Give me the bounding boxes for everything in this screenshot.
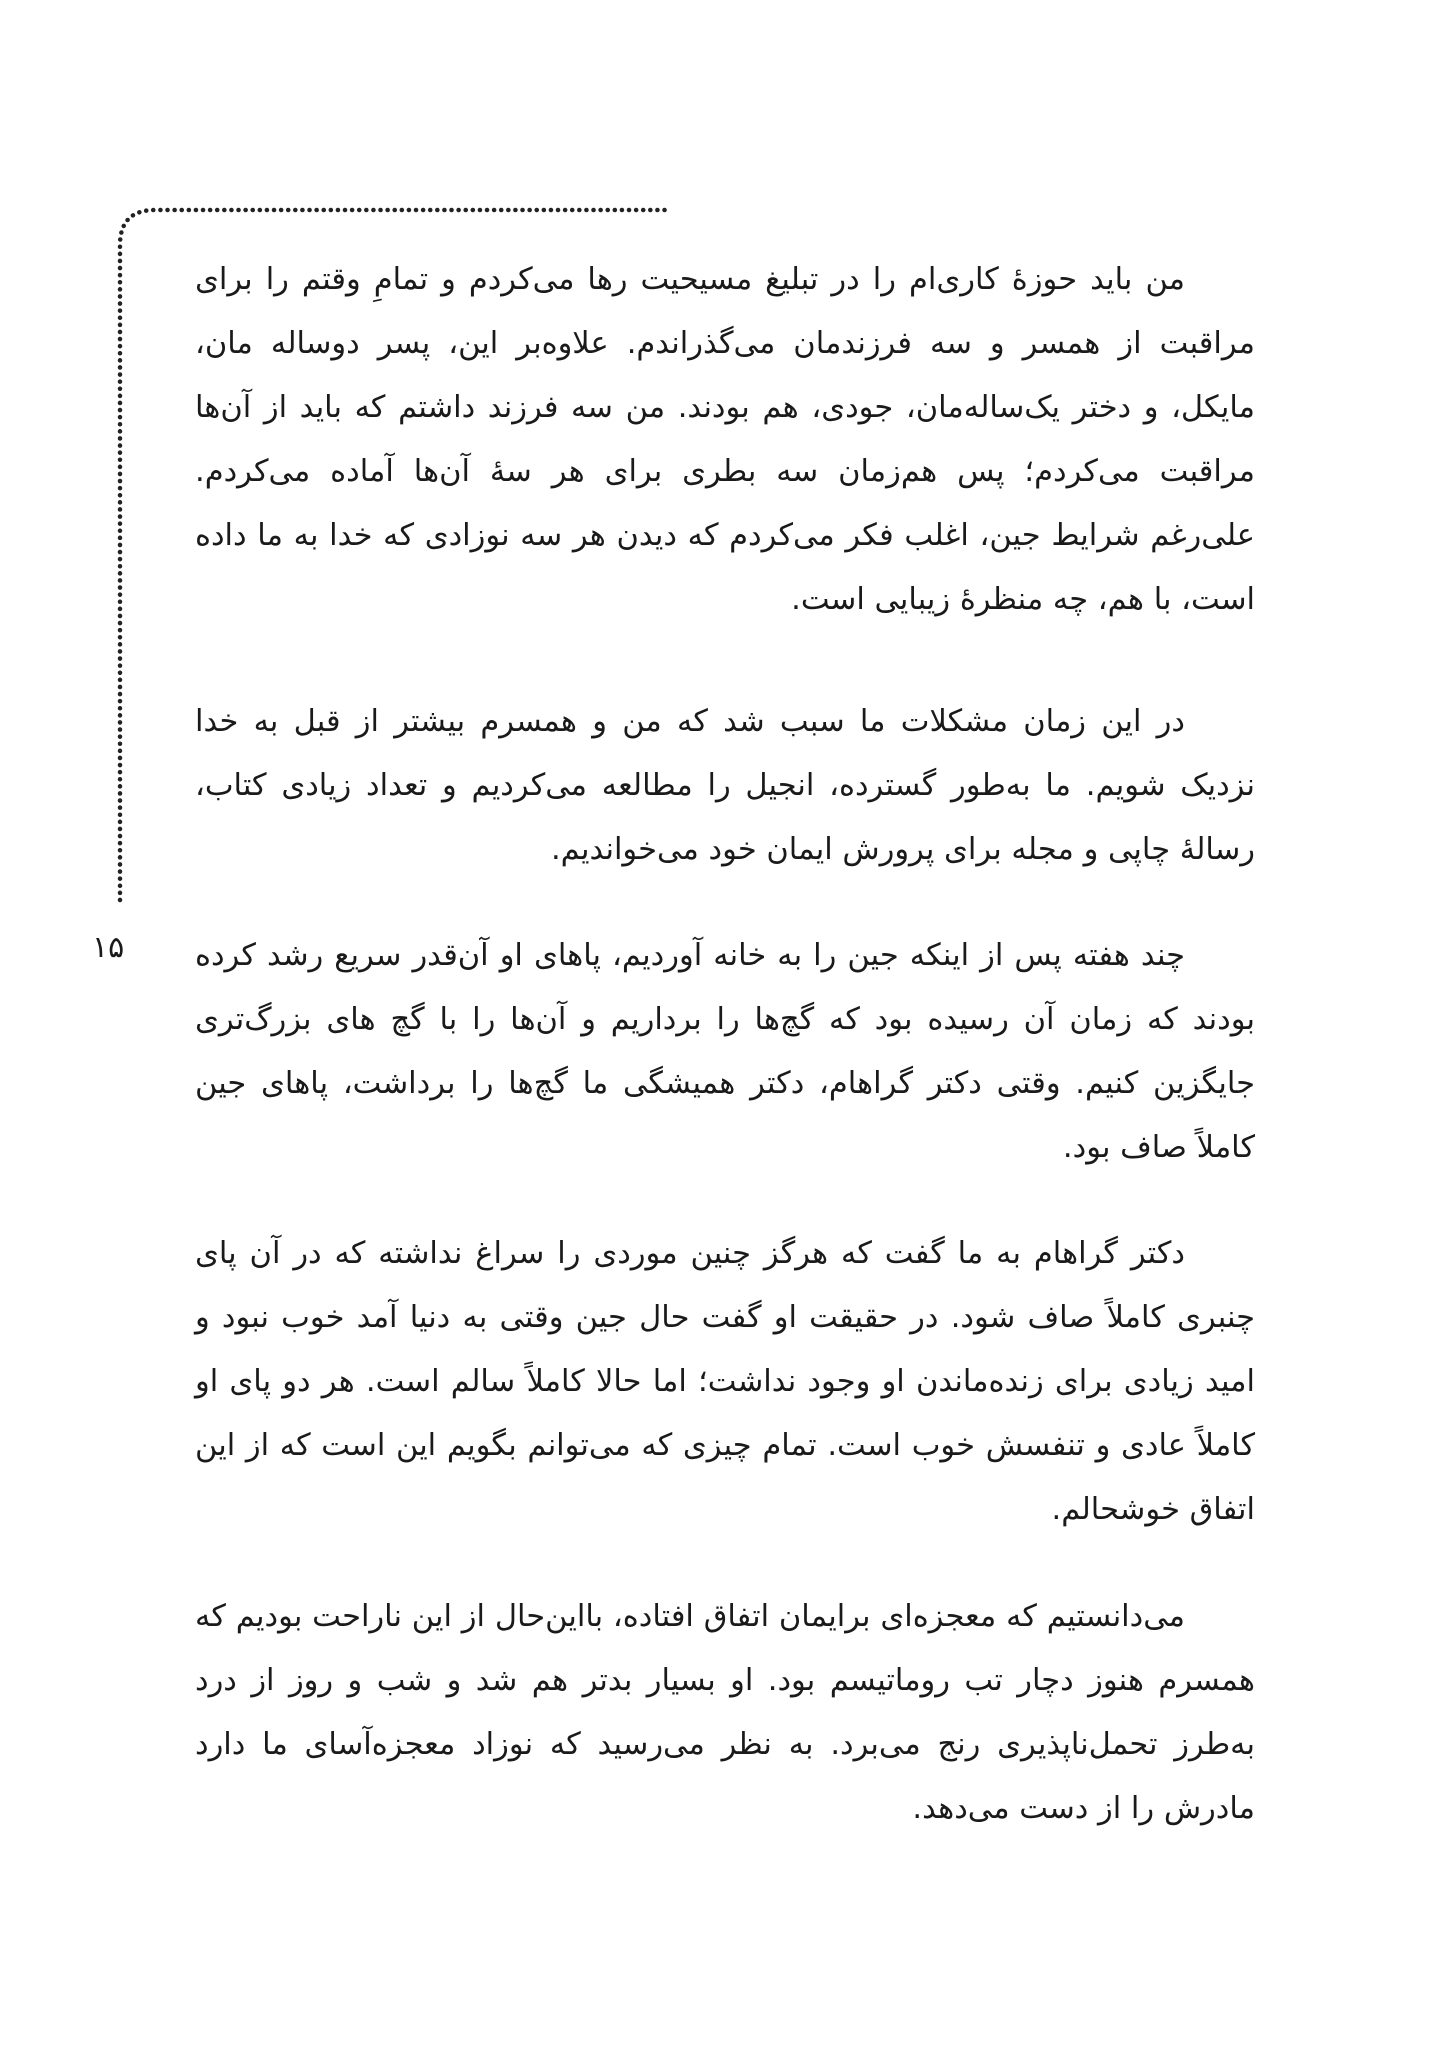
paragraph-2: در این زمان مشکلات ما سبب شد که من و همسرم بیشتر از قبل به خدا نزدیک شویم. ما به‌طور گسترده، انجیل را مطالعه می‌کردیم و تعداد زیادی کتاب، رسالهٔ چاپی و مجله برای پرورش ایمان خود می‌خواندیم. — [195, 704, 1255, 867]
paragraph-3: چند هفته پس از اینکه جین را به خانه آوردیم، پاهای او آن‌قدر سریع رشد کرده بودند که زمان آن رسیده بود که گچ‌ها را برداریم و آن‌ها را با گچ های بزرگ‌تری جایگزین کنیم. وقتی دکتر گراهام، دکتر همیشگی ما گچ‌ها را برداشت، پاهای جین کاملاً صاف بود. — [195, 938, 1255, 1165]
paragraph-5: می‌دانستیم که معجزه‌ای برایمان اتفاق افتاده، بااین‌حال از این ناراحت بودیم که همسرم هنوز دچار تب روماتیسم بود. او بسیار بدتر هم شد و شب و روز از درد به‌طرز تحمل‌ناپذیری رنج می‌برد. به نظر می‌رسید که نوزاد معجزه‌آسای ما دارد مادرش را از دست می‌دهد. — [195, 1599, 1255, 1826]
paragraph-4: دکتر گراهام به ما گفت که هرگز چنین موردی را سراغ نداشته که در آن پای چنبری کاملاً صاف شود. در حقیقت او گفت حال جین وقتی به دنیا آمد خوب نبود و امید زیادی برای زنده‌ماندن او وجود نداشت؛ اما حالا کاملاً سالم است. هر دو پای او کاملاً عادی و تنفسش خوب است. تمام چیزی که می‌توانم بگویم این است که از این اتفاق خوشحالم. — [195, 1236, 1255, 1527]
paragraph-1: من باید حوزهٔ کاری‌ام را در تبلیغ مسیحیت رها می‌کردم و تمامِ وقتم را برای مراقبت از همسر و سه فرزندمان می‌گذراندم. علاوه‌بر این، پسر دوساله مان، مایکل، و دختر یک‌ساله‌مان، جودی، هم بودند. من سه فرزند داشتم که باید از آن‌ها مراقبت می‌کردم؛ پس هم‌زمان سه بطری برای هر سهٔ آن‌ها آماده می‌کردم. علی‌رغم شرایط جین، اغلب فکر می‌کردم که دیدن هر سه نوزادی که خدا به ما داده است، با هم، چه منظرهٔ زیبایی است. — [195, 262, 1255, 617]
page-number: ۱۵ — [92, 930, 125, 965]
